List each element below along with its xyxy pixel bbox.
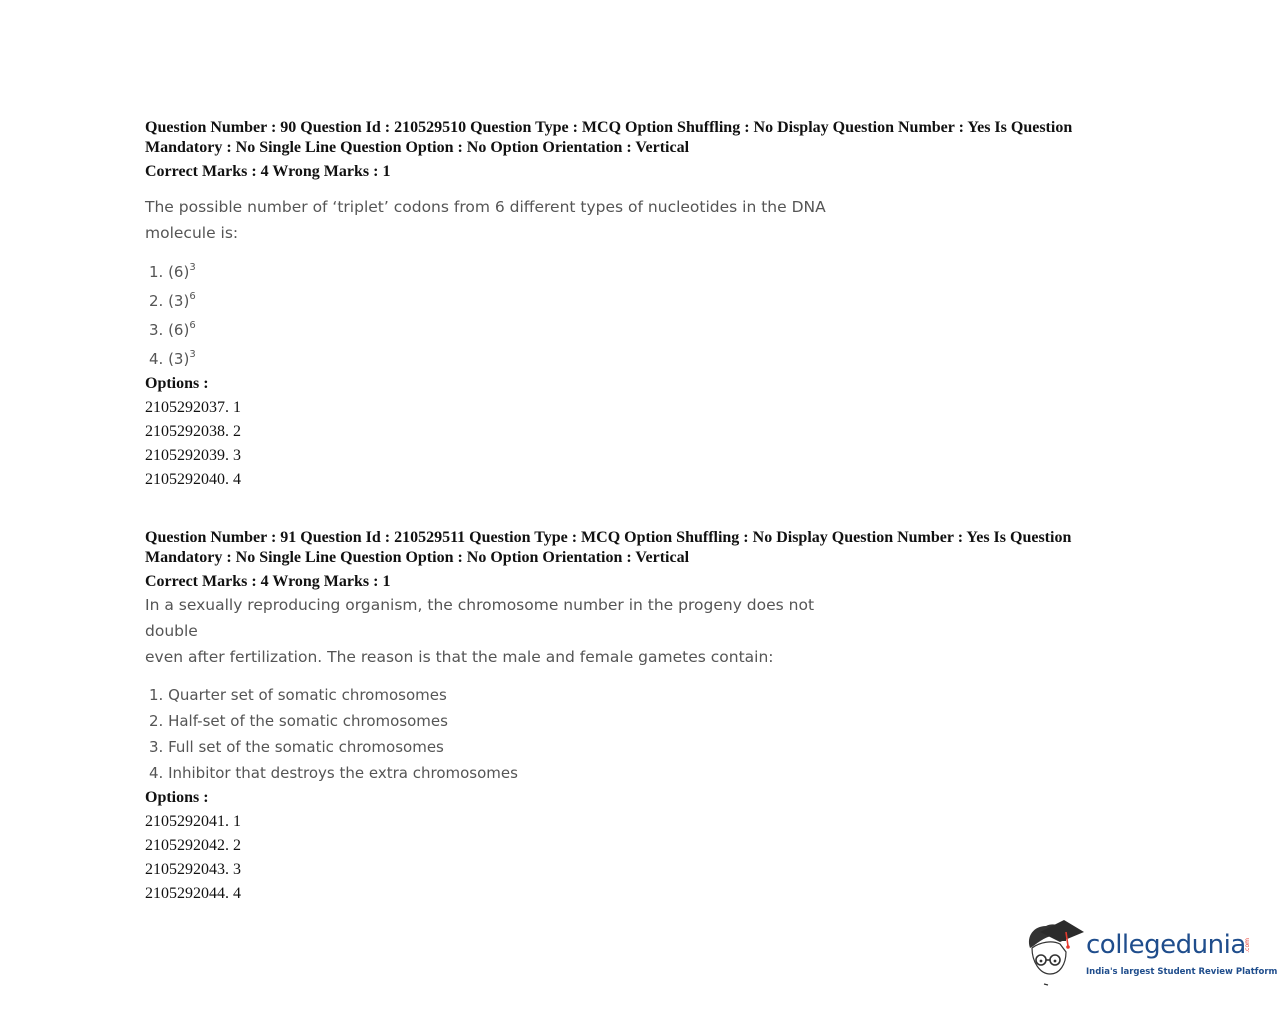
option-id: 2105292040. 4 <box>145 471 241 488</box>
choice-item: 1. Quarter set of somatic chromosomes <box>149 686 447 704</box>
option-id: 2105292037. 1 <box>145 399 241 416</box>
choice-base: 1. (6) <box>149 263 190 281</box>
options-label: Options : <box>145 789 209 806</box>
choice-item <box>145 343 1155 372</box>
question-91 <box>145 528 1155 906</box>
question-meta-line2: Mandatory : No Single Line Question Option : No Option Orientation : Vertical <box>145 139 690 156</box>
option-id: 2105292042. 2 <box>145 837 241 854</box>
question-meta-line2: Mandatory : No Single Line Question Option : No Option Orientation : Vertical <box>145 549 690 566</box>
options-label: Options : <box>145 375 209 392</box>
logo-suffix: .com <box>1244 938 1251 953</box>
choice-exponent: 3 <box>189 262 196 273</box>
logo-wordmark: collegedunia <box>1086 930 1246 960</box>
choice-item: 2. Half-set of the somatic chromosomes <box>149 712 448 730</box>
choice-item: 4. Inhibitor that destroys the extra chromosomes <box>149 764 518 782</box>
option-id: 2105292041. 1 <box>145 813 241 830</box>
question-marks: Correct Marks : 4 Wrong Marks : 1 <box>145 163 391 180</box>
choice-item: 3. Full set of the somatic chromosomes <box>149 738 444 756</box>
choice-exponent: 6 <box>189 291 196 302</box>
question-text-line1: In a sexually reproducing organism, the chromosome number in the progeny does not double <box>145 596 815 640</box>
option-id: 2105292043. 3 <box>145 861 241 878</box>
option-id: 2105292039. 3 <box>145 447 241 464</box>
choice-item <box>145 256 1155 285</box>
choice-base: 2. (3) <box>149 292 190 310</box>
question-meta-line1: Question Number : 91 Question Id : 210529511 Question Type : MCQ Option Shuffling : No Display Question Number : Yes Is Question <box>145 529 1072 546</box>
question-meta-line1: Question Number : 90 Question Id : 210529510 Question Type : MCQ Option Shuffling : No Display Question Number : Yes Is Question <box>145 119 1073 136</box>
choice-item <box>145 314 1155 343</box>
choice-exponent: 3 <box>189 349 196 360</box>
option-id: 2105292044. 4 <box>145 885 241 902</box>
choice-item <box>145 285 1155 314</box>
option-id: 2105292038. 2 <box>145 423 241 440</box>
choice-list <box>145 256 1155 372</box>
collegedunia-logo <box>1024 918 1278 988</box>
question-90 <box>145 118 1155 492</box>
logo-tagline: India's largest Student Review Platform <box>1086 967 1278 977</box>
choice-base: 4. (3) <box>149 350 190 368</box>
question-marks: Correct Marks : 4 Wrong Marks : 1 <box>145 573 391 590</box>
question-text-line1: The possible number of ‘triplet’ codons from 6 different types of nucleotides in the DNA <box>145 198 826 216</box>
choice-list <box>145 682 1155 786</box>
choice-exponent: 6 <box>189 320 196 331</box>
question-text-line2: molecule is: <box>145 224 239 242</box>
question-text-line2: even after fertilization. The reason is that the male and female gametes contain: <box>145 648 774 666</box>
choice-base: 3. (6) <box>149 321 190 339</box>
graduate-mascot-icon <box>1024 918 1086 988</box>
